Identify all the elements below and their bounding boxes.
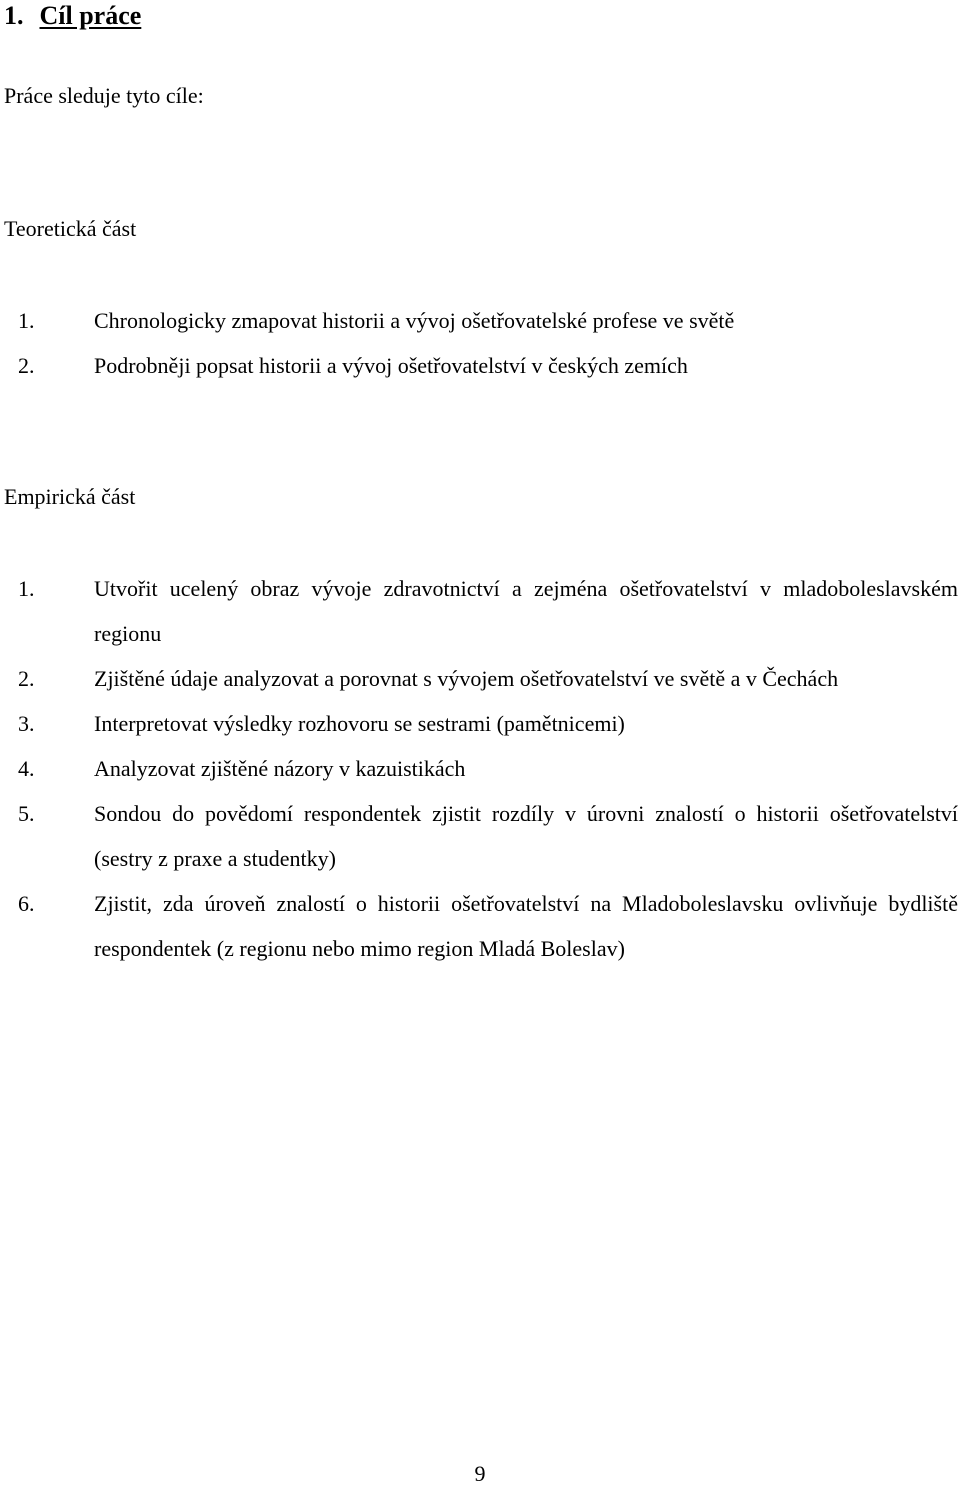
- list-item-number: 3.: [18, 711, 35, 736]
- list-item: [0, 881, 960, 971]
- page-number: 9: [474, 1461, 486, 1486]
- list-item-text: Interpretovat výsledky rozhovoru se sestrami (pamětnicemi): [94, 711, 625, 736]
- list-item: [0, 656, 960, 701]
- list-item-number: 6.: [18, 891, 35, 916]
- list-item: [0, 298, 960, 343]
- list-item-number: 1.: [18, 576, 35, 601]
- list-item-number: 1.: [18, 308, 35, 333]
- theoretical-label: Teoretická část: [4, 216, 137, 241]
- list-item: [0, 343, 960, 388]
- section-title: Cíl práce: [39, 1, 142, 30]
- list-item-number: 4.: [18, 756, 35, 781]
- list-item: [0, 566, 960, 656]
- section-heading: [4, 0, 141, 32]
- list-item: [0, 791, 960, 881]
- list-item-text: Utvořit ucelený obraz vývoje zdravotnictví a zejména ošetřovatelství v mladoboleslavském regionu: [94, 576, 958, 646]
- list-item-number: 2.: [18, 666, 35, 691]
- list-item-text: Analyzovat zjištěné názory v kazuistikách: [94, 756, 466, 781]
- list-item-text: Sondou do povědomí respondentek zjistit rozdíly v úrovni znalostí o historii ošetřovatelství (sestry z praxe a studentky): [94, 801, 958, 871]
- empirical-label: Empirická část: [4, 484, 136, 509]
- theoretical-goals-list: [0, 298, 960, 388]
- intro-text: Práce sleduje tyto cíle:: [4, 83, 204, 108]
- list-item-text: Podrobněji popsat historii a vývoj ošetřovatelství v českých zemích: [94, 353, 688, 378]
- section-number: 1.: [4, 1, 24, 30]
- list-item-number: 2.: [18, 353, 35, 378]
- list-item-text: Zjištěné údaje analyzovat a porovnat s vývojem ošetřovatelství ve světě a v Čechách: [94, 666, 839, 691]
- list-item-number: 5.: [18, 801, 35, 826]
- empirical-goals-list: [0, 566, 960, 971]
- list-item-text: Chronologicky zmapovat historii a vývoj ošetřovatelské profese ve světě: [94, 308, 735, 333]
- list-item-text: Zjistit, zda úroveň znalostí o historii ošetřovatelství na Mladoboleslavsku ovlivňuje bydliště respondentek (z regionu nebo mimo region Mladá Boleslav): [94, 891, 958, 961]
- list-item: [0, 701, 960, 746]
- list-item: [0, 746, 960, 791]
